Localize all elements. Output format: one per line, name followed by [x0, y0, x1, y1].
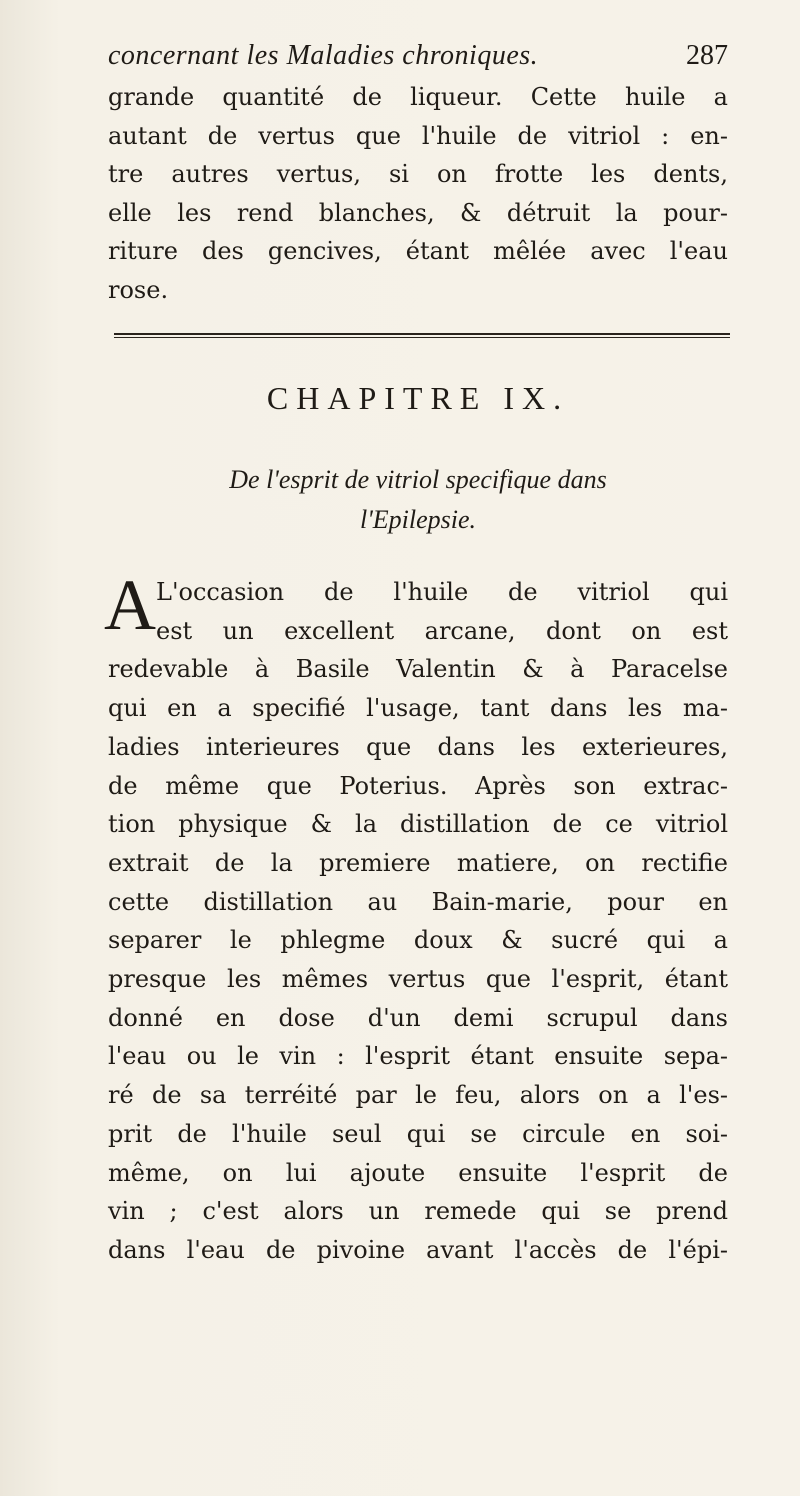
text-line: est un excellent arcane, dont on est — [156, 616, 728, 645]
text-line: tion physique & la distillation de ce vitriol — [108, 810, 728, 839]
chapter-subtitle — [108, 460, 728, 540]
text-line: autant de vertus que l'huile de vitriol : en- — [108, 121, 728, 150]
text-line: qui en a specifié l'usage, tant dans les ma- — [108, 694, 728, 723]
running-head — [108, 40, 728, 76]
text-line: redevable à Basile Valentin & à Paracelse — [108, 655, 728, 684]
text-line: vin ; c'est alors un remede qui se prend — [108, 1197, 728, 1226]
subtitle-line: De l'esprit de vitriol specifique dans — [229, 465, 607, 494]
text-line: prit de l'huile seul qui se circule en soi- — [108, 1119, 728, 1148]
chapter-body — [108, 573, 728, 1270]
text-line: dans l'eau de pivoine avant l'accès de l'épi- — [108, 1235, 728, 1264]
text-line: separer le phlegme doux & sucré qui a — [108, 926, 728, 955]
text-line: elle les rend blanches, & détruit la pour- — [108, 198, 728, 227]
text-line: donné en dose d'un demi scrupul dans — [108, 1003, 728, 1032]
text-line: même, on lui ajoute ensuite l'esprit de — [108, 1158, 728, 1187]
text-line: cette distillation au Bain-marie, pour en — [108, 887, 728, 916]
text-line: extrait de la premiere matiere, on rectifie — [108, 848, 728, 877]
drop-cap: A — [104, 565, 156, 645]
text-line: l'eau ou le vin : l'esprit étant ensuite sepa- — [108, 1042, 728, 1071]
text-line: tre autres vertus, si on frotte les dents, — [108, 160, 728, 189]
section-divider — [114, 333, 730, 338]
text-line: de même que Poterius. Après son extrac- — [108, 771, 728, 800]
chapter-heading: CHAPITRE IX. — [266, 380, 570, 416]
text-line: grande quantité de liqueur. Cette huile a — [108, 83, 728, 111]
text-line: riture des gencives, étant mêlée avec l'eau — [108, 237, 728, 266]
running-title: concernant les Maladies chroniques. — [108, 40, 539, 71]
text-line: rose. — [108, 275, 169, 304]
text-line: ladies interieures que dans les exterieures, — [108, 732, 728, 761]
continuation-paragraph — [108, 78, 728, 310]
text-line: ré de sa terréité par le feu, alors on a l'es- — [108, 1081, 728, 1110]
text-line: presque les mêmes vertus que l'esprit, étant — [108, 965, 728, 994]
subtitle-line: l'Epilepsie. — [359, 505, 477, 534]
page-number: 287 — [686, 40, 728, 71]
text-line: L'occasion de l'huile de vitriol qui — [156, 578, 728, 606]
